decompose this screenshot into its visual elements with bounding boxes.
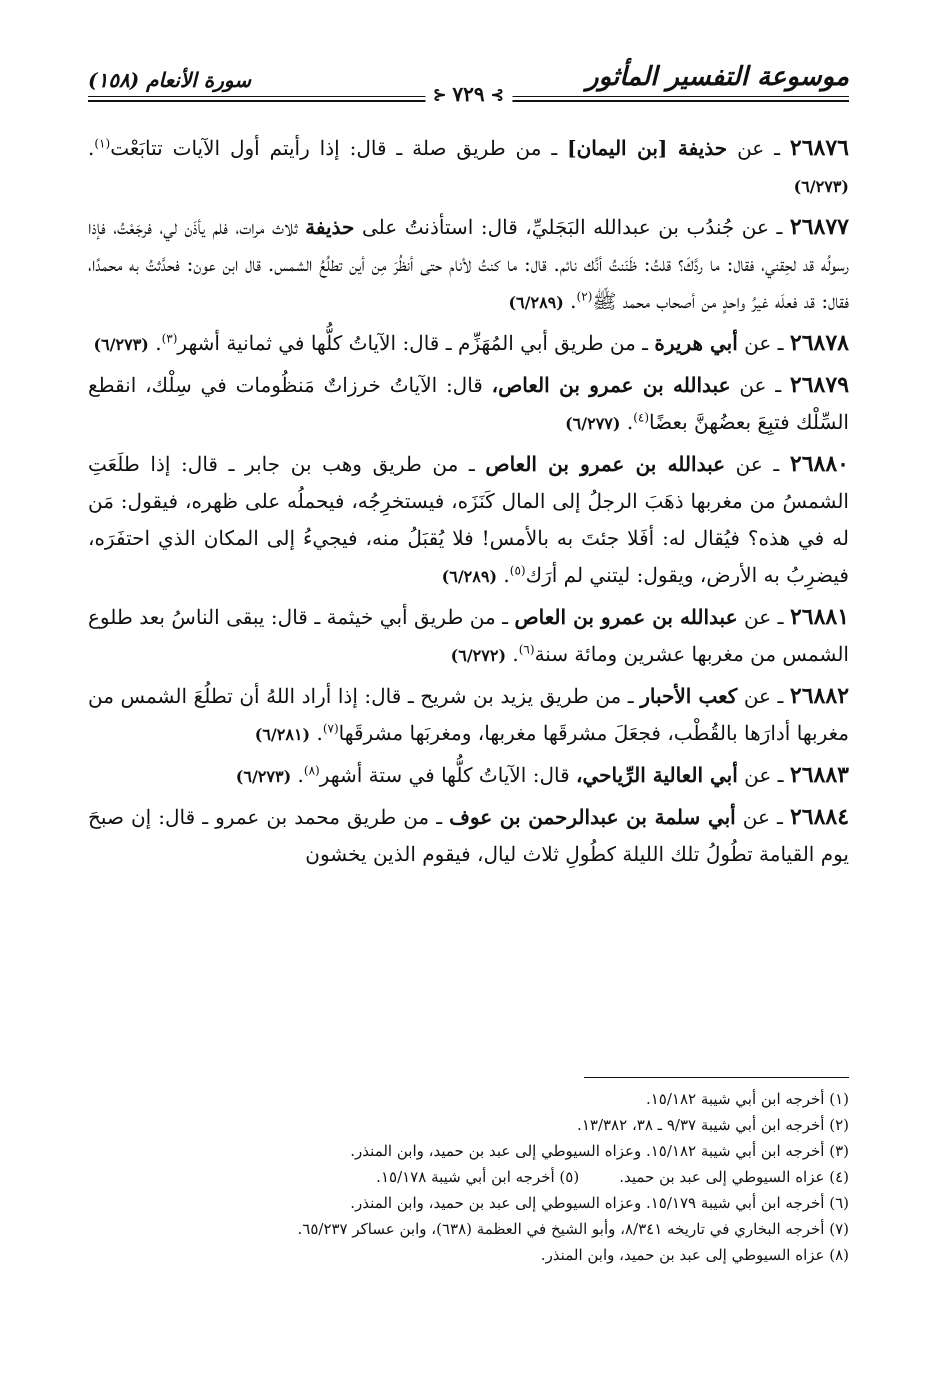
footnote: (٤) عزاه السيوطي إلى عبد بن حميد. — [619, 1168, 849, 1186]
footnote: (٥) أخرجه ابن أبي شيبة ١٥/١٧٨. — [376, 1168, 580, 1186]
ornament-icon: ⊰ — [432, 84, 447, 104]
surah-title: سورة الأنعام (١٥٨) — [88, 68, 251, 92]
footnotes — [88, 1086, 849, 1268]
entry: ٢٦٨٧٦ ـ عن حذيفة [بن اليمان] ـ من طريق صلة ـ قال: إذا رأيتم أول الآيات تتابَعْت$^{(١)}$. (٦/٢٧٣) — [88, 135, 849, 196]
entry: ٢٦٨٨٠ ـ عن عبدالله بن عمرو بن العاص ـ من طريق وهب بن جابر ـ قال: إذا طلَعَتِ الشمسُ من مغربها ذهَبَ الرجلُ إلى المال كَنَزَه، فيستخرِجُه، فيحملُه على ظهره، فيقول: مَن له في هذه؟ فيُقال له: أفَلا جئتَ به بالأمس! فلا يُقبَلُ منه، فيجيءُ إلى المكان الذي احتفَرَه، فيضرِبُ به الأرض، ويقول: ليتني لم أرَك$^{(٥)}$. (٦/٢٨٩) — [88, 451, 849, 587]
footnote: (٢) أخرجه ابن أبي شيبة ٩/٣٧ ـ ٣٨، ١٣/٣٨٢. — [577, 1116, 849, 1134]
footnote: (٨) عزاه السيوطي إلى عبد بن حميد، وابن المنذر. — [540, 1246, 849, 1264]
page-number-box — [425, 82, 512, 106]
footnote: (٦) أخرجه ابن أبي شيبة ١٥/١٧٩. وعزاه السيوطي إلى عبد بن حميد، وابن المنذر. — [350, 1194, 849, 1212]
footnote: (٣) أخرجه ابن أبي شيبة ١٥/١٨٢. وعزاه السيوطي إلى عبد بن حميد، وابن المنذر. — [350, 1142, 849, 1160]
footnote-pair — [88, 1164, 849, 1190]
main-text — [88, 130, 849, 877]
ornament-icon: ⊱ — [490, 84, 505, 104]
entry: ٢٦٨٧٩ ـ عن عبدالله بن عمرو بن العاص، قال: الآياتُ خرزاتٌ مَنظُومات في سِلْك، انقطع السِّلْك فتبِعَ بعضُهنَّ بعضًا$^{(٤)}$. (٦/٢٧٧) — [88, 372, 850, 434]
book-title: موسوعة التفسير المأثور — [586, 62, 849, 92]
footnote: (٧) أخرجه البخاري في تاريخه ٨/٣٤١، وأبو الشيخ في العظمة (٦٣٨)، وابن عساكر ٦٥/٢٣٧. — [297, 1220, 849, 1238]
entry: ٢٦٨٧٨ ـ عن أبي هريرة ـ من طريق أبي المُهَزِّم ـ قال: الآياتُ كلُّها في ثمانية أشهر$^{(٣)}$. (٦/٢٧٣) — [93, 330, 849, 356]
entry: ٢٦٨٧٧ ـ عن جُندُب بن عبدالله البَجَليِّ، قال: استأذنتُ على حذيفة ثلاث مرات، فلم يأذَن لي، فرجَعْتُ، فإذا رسولُه قد لحِقني، فقال: ما ردَّكَ؟ قلتُ: ظَنَنتُ أنَّك نائم. قال: ما كنتُ لأنام حتى أنظُرَ مِن أين تطلُعُ الشمس. قال ابن عون: فحدَّثتُ به محمدًا، فقال: قد فعلَه غيرُ واحدٍ من أصحاب محمد ﷺ$^{(٢)}$. (٦/٢٨٩) — [88, 214, 849, 313]
footnote-rule — [584, 1077, 849, 1078]
entry: ٢٦٨٨١ ـ عن عبدالله بن عمرو بن العاص ـ من طريق أبي خيثمة ـ قال: يبقى الناسُ بعد طلوع الشمس من مغربها عشرين ومائة سنة$^{(٦)}$. (٦/٢٧٢) — [88, 604, 850, 666]
entry: ٢٦٨٨٢ ـ عن كعب الأحبار ـ من طريق يزيد بن شريح ـ قال: إذا أراد اللهُ أن تطلُعَ الشمس من مغربها أدارَها بالقُطْب، فجعَلَ مشرقَها مغربها، ومغربَها مشرقَها$^{(٧)}$. (٦/٢٨١) — [88, 683, 850, 745]
entry: ٢٦٨٨٣ ـ عن أبي العالية الرِّياحي، قال: الآياتُ كلُّها في ستة أشهر$^{(٨)}$. (٦/٢٧٣) — [235, 762, 849, 788]
entry: ٢٦٨٨٤ ـ عن أبي سلمة بن عبدالرحمن بن عوف ـ من طريق محمد بن عمرو ـ قال: إن صبحَ يوم القيامة تطُولُ تلك الليلة كطُولِ ثلاث ليال، فيقوم الذين يخشون — [88, 804, 850, 866]
footnote: (١) أخرجه ابن أبي شيبة ١٥/١٨٢. — [645, 1090, 849, 1108]
page-number: ٧٢٩ — [452, 82, 485, 106]
